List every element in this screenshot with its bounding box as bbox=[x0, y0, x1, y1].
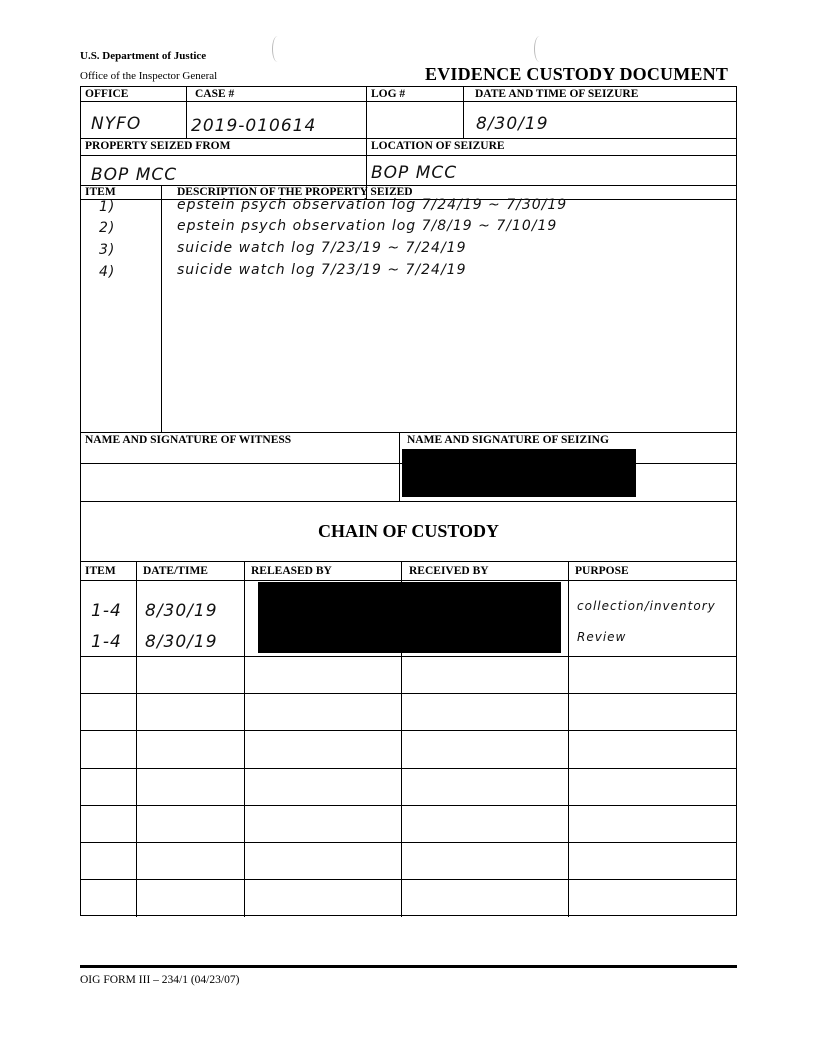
office-value: NYFO bbox=[91, 114, 142, 134]
custody-form bbox=[80, 86, 737, 916]
coc-datetime-value: 8/30/19 bbox=[145, 632, 218, 652]
label-seizing-agent: NAME AND SIGNATURE OF SEIZING bbox=[407, 434, 609, 446]
property-seized-from-value: BOP MCC bbox=[91, 165, 178, 185]
item-description: epstein psych observation log 7/8/19 ~ 7/10/19 bbox=[177, 218, 558, 234]
coc-item-value: 1-4 bbox=[91, 632, 122, 652]
item-description: suicide watch log 7/23/19 ~ 7/24/19 bbox=[177, 262, 467, 278]
office-name: Office of the Inspector General bbox=[80, 70, 218, 82]
label-coc-datetime: DATE/TIME bbox=[143, 565, 208, 577]
label-coc-item: ITEM bbox=[85, 565, 116, 577]
location-of-seizure-value: BOP MCC bbox=[371, 163, 458, 183]
department-name: U.S. Department of Justice bbox=[80, 50, 207, 62]
redaction-block bbox=[402, 449, 636, 497]
label-coc-purpose: PURPOSE bbox=[575, 565, 629, 577]
document-title: EVIDENCE CUSTODY DOCUMENT bbox=[425, 64, 729, 84]
item-description: suicide watch log 7/23/19 ~ 7/24/19 bbox=[177, 240, 467, 256]
coc-purpose-value: Review bbox=[577, 630, 627, 644]
case-number-value: 2019-010614 bbox=[191, 116, 317, 136]
coc-datetime-value: 8/30/19 bbox=[145, 601, 218, 621]
coc-purpose-value: collection/inventory bbox=[577, 599, 716, 613]
date-of-seizure-value: 8/30/19 bbox=[476, 114, 549, 134]
footer-rule bbox=[80, 965, 737, 968]
item-number: 1) bbox=[99, 199, 116, 215]
scan-mark bbox=[272, 36, 283, 62]
label-location-of-seizure: LOCATION OF SEIZURE bbox=[371, 140, 505, 152]
label-witness: NAME AND SIGNATURE OF WITNESS bbox=[85, 434, 292, 446]
item-number: 4) bbox=[99, 264, 116, 280]
label-coc-received: RECEIVED BY bbox=[409, 565, 489, 577]
label-coc-released: RELEASED BY bbox=[251, 565, 332, 577]
coc-item-value: 1-4 bbox=[91, 601, 122, 621]
label-property-seized-from: PROPERTY SEIZED FROM bbox=[85, 140, 231, 152]
label-log: LOG # bbox=[371, 88, 406, 100]
item-number: 2) bbox=[99, 220, 116, 236]
redaction-block bbox=[258, 582, 561, 653]
label-office: OFFICE bbox=[85, 88, 129, 100]
label-description: DESCRIPTION OF THE PROPERTY SEIZED bbox=[177, 186, 413, 198]
form-number: OIG FORM III – 234/1 (04/23/07) bbox=[80, 974, 240, 986]
item-description: epstein psych observation log 7/24/19 ~ 7/30/19 bbox=[177, 197, 568, 213]
label-date-time-seizure: DATE AND TIME OF SEIZURE bbox=[475, 88, 639, 100]
item-number: 3) bbox=[99, 242, 116, 258]
scan-mark bbox=[534, 36, 545, 62]
label-item: ITEM bbox=[85, 186, 116, 198]
chain-of-custody-heading: CHAIN OF CUSTODY bbox=[317, 521, 500, 541]
label-case: CASE # bbox=[195, 88, 235, 100]
